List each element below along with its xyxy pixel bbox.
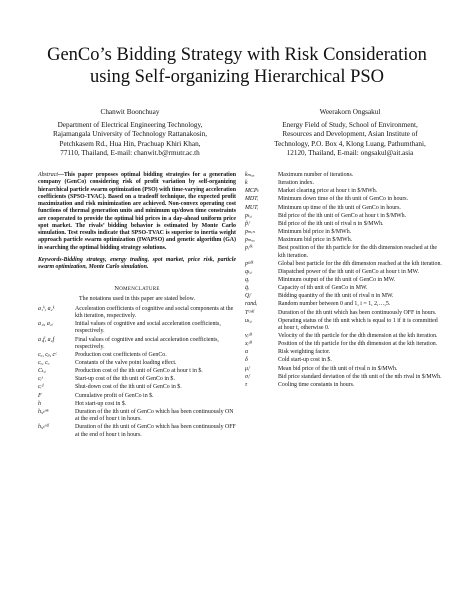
nomenclature-symbol: σᵢʳ	[245, 373, 251, 380]
author-name: Weerakorn Ongsakul	[319, 108, 381, 116]
nomenclature-entry	[245, 285, 443, 292]
nomenclature-definition: Bid price of the ith unit of GenCo at hour t in $/MWh.	[278, 212, 407, 219]
nomenclature-symbol: Cₜ,ᵢ	[38, 368, 46, 375]
nomenclature-entry	[38, 360, 236, 367]
nomenclature-definition: Cold start-up cost in $.	[278, 357, 332, 364]
nomenclature-entry	[38, 424, 236, 439]
nomenclature-definition: Position of the ith particle for the dth dimension at the kth iteration.	[278, 341, 438, 348]
nomenclature-entry	[245, 333, 443, 340]
nomenclature-entry	[245, 205, 443, 212]
nomenclature-definition: Risk weighting factor.	[278, 349, 331, 356]
nomenclature-symbol: uₜ,ᵢ	[245, 317, 252, 324]
nomenclature-symbol: q̄ᵢ	[245, 285, 249, 292]
nomenclature-symbol: pᵢᵈᵏ	[245, 245, 253, 252]
nomenclature-list-left	[38, 306, 236, 439]
nomenclature-symbol: cᵢˢ	[38, 376, 43, 383]
left-column	[38, 172, 236, 440]
nomenclature-definition: Bid price standard deviation of the ith unit of the nth rival in $/MWh.	[278, 373, 442, 380]
nomenclature-symbol: cᵢᵈ	[38, 384, 44, 391]
nomenclature-definition: Mean bid price of the ith unit of rival n in $/MWh.	[278, 365, 398, 372]
nomenclature-symbol: xᵢᵈᵏ	[245, 341, 253, 348]
nomenclature-symbol: pₘₐₓ	[245, 237, 255, 244]
nomenclature-symbol: qᵢ	[245, 276, 249, 283]
right-column	[245, 172, 443, 390]
nomenclature-entry	[38, 306, 236, 321]
author-name: Chanwit Boonchuay	[100, 108, 160, 116]
nomenclature-entry	[245, 172, 443, 179]
nomenclature-entry	[245, 341, 443, 348]
nomenclature-entry	[38, 384, 236, 391]
nomenclature-entry	[38, 321, 236, 336]
nomenclature-entry	[38, 337, 236, 352]
title-line-2: using Self-organizing Hierarchical PSO	[89, 67, 385, 87]
nomenclature-entry	[245, 374, 443, 381]
nomenclature-symbol: a₁ᵏ, a₂ᵏ	[38, 305, 55, 312]
nomenclature-entry	[245, 293, 443, 300]
nomenclature-symbol: δ	[245, 357, 248, 364]
author-email-line: 77110, Thailand, E-mail: chanwit.b@rmutr.ac.th	[60, 148, 200, 157]
author-affiliation-line: Technology, P.O. Box 4, Klong Luang, Pathumthani,	[274, 139, 426, 148]
nomenclature-symbol: h	[38, 400, 41, 407]
nomenclature-symbol: hᵢ,ₜᵒⁿ	[38, 408, 49, 415]
nomenclature-list-right	[245, 172, 443, 389]
nomenclature-symbol: MUTᵢ	[245, 204, 259, 211]
nomenclature-definition: Minimum up time of the ith unit of GenCo in hours.	[278, 204, 401, 211]
nomenclature-definition: Production cost of the ith unit of GenCo at hour t in $.	[75, 368, 203, 375]
nomenclature-definition: Bid price of the ith unit of rival n in $/MWh.	[278, 220, 384, 227]
nomenclature-definition: Cooling time constants in hours.	[278, 381, 355, 388]
nomenclature-definition: Global best particle for the dth dimension reached at the kth iteration.	[278, 260, 442, 267]
nomenclature-entry	[245, 213, 443, 220]
nomenclature-definition: Production cost coefficients of GenCo.	[75, 351, 167, 358]
author-block-1	[20, 108, 240, 158]
nomenclature-symbol: p̃ᵢʳ	[245, 220, 251, 227]
nomenclature-symbol: k	[245, 180, 248, 187]
nomenclature-entry	[38, 376, 236, 383]
nomenclature-symbol: randᵢ	[245, 301, 258, 308]
nomenclature-entry	[245, 382, 443, 389]
nomenclature-entry	[38, 409, 236, 424]
nomenclature-symbol: α	[245, 349, 249, 356]
nomenclature-symbol: F	[38, 392, 42, 399]
nomenclature-definition: Best position of the ith particle for the dth dimension reached at the kth iteration.	[278, 245, 438, 259]
author-affiliation-line: Resources and Development, Asian Institute of	[282, 130, 418, 139]
abstract-label: Abstract	[38, 172, 58, 178]
nomenclature-definition: Duration of the ith unit of GenCo which has been continuously ON at the end of hour t in hours.	[75, 408, 234, 423]
abstract-text: —This paper proposes optimal bidding strategies for a generation company (GenCo) considering risk of profit variation by self-organizing hierarchical particle swarm optimization (PSO) with time-varying acceleration coefficients (SPSO-TVAC). Based on a tradeoff technique, the expected profit maximization and risk minimization are achieved. Non-convex operating cost functions of thermal generation units and minimum up/down time constraints are cooperated to provide the optimal bid prices in a day-ahead uniform price spot market. The rivals’ bidding behavior is estimated by Monte Carlo simulation. Test results indicate that SPSO-TVAC is superior to inertia weight approach particle swarm optimization (IWAPSO) and genetic algorithm (GA) in searching the optimal bidding strategy solutions.	[38, 172, 237, 251]
nomenclature-definition: Minimum down time of the ith unit of GenCo in hours.	[278, 196, 409, 203]
nomenclature-definition: Bidding quantity of the ith unit of rival n in MW.	[278, 293, 394, 300]
nomenclature-symbol: Tᶜᵒˡᵈ	[245, 309, 255, 316]
nomenclature-symbol: cₑ, cₒ	[38, 360, 50, 367]
nomenclature-symbol: Qᵢʳ	[245, 293, 252, 300]
nomenclature-definition: Cumulative profit of GenCo in $.	[75, 392, 154, 399]
nomenclature-entry	[245, 229, 443, 236]
author-affiliation-line: Department of Electrical Engineering Technology,	[57, 121, 203, 130]
nomenclature-definition: Hot start-up cost in $.	[75, 400, 127, 407]
abstract	[38, 172, 236, 252]
author-block-2	[240, 108, 460, 158]
paper-title	[0, 44, 474, 88]
nomenclature-entry	[38, 352, 236, 359]
nomenclature-definition: Minimum bid price in $/MWh.	[278, 228, 352, 235]
nomenclature-definition: Velocity of the ith particle for the dth dimension at the kth iteration.	[278, 333, 438, 340]
nomenclature-entry	[245, 196, 443, 203]
title-line-1: GenCo’s Bidding Strategy with Risk Consideration	[47, 45, 427, 65]
nomenclature-definition: Dispatched power of the ith unit of GenCo at hour t in MW.	[278, 268, 419, 275]
nomenclature-definition: Iteration index.	[278, 180, 314, 187]
nomenclature-entry	[245, 310, 443, 317]
nomenclature-definition: Final values of cognitive and social acceleration coefficients, respectively.	[75, 336, 219, 350]
nomenclature-entry	[245, 318, 443, 333]
nomenclature-entry	[245, 237, 443, 244]
nomenclature-definition: Start-up cost of the ith unit of GenCo in $.	[75, 376, 175, 383]
nomenclature-entry	[38, 368, 236, 375]
nomenclature-symbol: cₐ, cᵦ, cᶜ	[38, 351, 57, 358]
nomenclature-symbol: MCPₜ	[245, 188, 259, 195]
nomenclature-definition: Maximum bid price in $/MWh.	[278, 237, 353, 244]
nomenclature-symbol: kₘₐₓ	[245, 172, 255, 178]
keywords: Keywords-Bidding strategy, energy trading, spot market, price risk, particle swarm optimization, Monte Carlo simulation.	[38, 256, 236, 270]
nomenclature-intro: The notations used in this paper are stated below.	[79, 295, 195, 302]
nomenclature-entry	[245, 261, 443, 268]
author-affiliation-line: Rajamangala University of Technology Rattanakosin,	[52, 130, 208, 139]
nomenclature-symbol: qₜ,ᵢ	[245, 268, 252, 275]
author-email-line: 12120, Thailand, E-mail: ongsakul@ait.asia	[286, 148, 414, 157]
author-affiliation-line: Petchkasem Rd., Hua Hin, Prachuap Khiri Khan,	[59, 139, 201, 148]
nomenclature-definition: Acceleration coefficients of cognitive and social components at the kth iteration, respectively.	[75, 305, 234, 319]
nomenclature-definition: Initial values of cognitive and social acceleration coefficients, respectively.	[75, 321, 221, 335]
nomenclature-entry	[245, 349, 443, 356]
nomenclature-definition: Operating status of the ith unit which is equal to 1 if it is committed at hour t, otherwise 0.	[278, 317, 438, 331]
nomenclature-symbol: pₘᵢₙ	[245, 228, 255, 235]
nomenclature-entry	[245, 180, 443, 187]
nomenclature-symbol: a₁ᵢ, a₂ᵢ	[38, 321, 53, 328]
nomenclature-symbol: hᵢ,ₜᵒᶠᶠ	[38, 424, 49, 431]
nomenclature-definition: Minimum output of the ith unit of GenCo in MW.	[278, 276, 396, 283]
nomenclature-heading: Nomenclature	[114, 285, 160, 293]
nomenclature-entry	[245, 357, 443, 364]
nomenclature-symbol: pᵍᵈᵏ	[245, 260, 254, 267]
nomenclature-definition: Random number between 0 and 1, i = 1, 2,…,5.	[278, 301, 391, 308]
nomenclature-entry	[38, 401, 236, 408]
nomenclature-definition: Constants of the valve point loading effect.	[75, 360, 177, 367]
nomenclature-definition: Market clearing price at hour t in $/MWh.	[278, 188, 378, 195]
nomenclature-definition: Capacity of ith unit of GenCo in MW.	[278, 285, 368, 292]
nomenclature-symbol: μᵢʳ	[245, 365, 251, 372]
nomenclature-symbol: MDTᵢ	[245, 196, 259, 203]
author-affiliation-line: Energy Field of Study, School of Environment,	[282, 121, 418, 130]
nomenclature-entry	[245, 245, 443, 260]
nomenclature-definition: Duration of the ith unit of GenCo which has been continuously OFF at the end of hour t in hours.	[75, 424, 236, 438]
nomenclature-definition: Maximum number of iterations.	[278, 172, 354, 178]
nomenclature-entry	[245, 221, 443, 228]
nomenclature-symbol: τ	[245, 381, 248, 388]
nomenclature-entry	[245, 188, 443, 195]
nomenclature-symbol: a₁f, a₂f	[38, 336, 55, 343]
nomenclature-entry	[245, 301, 443, 308]
nomenclature-entry	[245, 366, 443, 373]
nomenclature-entry	[245, 269, 443, 276]
nomenclature-entry	[245, 277, 443, 284]
nomenclature-definition: Duration of the ith unit which has been continuously OFF in hours.	[278, 309, 437, 316]
nomenclature-symbol: vᵢᵈᵏ	[245, 333, 253, 340]
nomenclature-symbol: pₜ,ᵢ	[245, 212, 252, 219]
nomenclature-entry	[38, 393, 236, 400]
nomenclature-definition: Shut-down cost of the ith unit of GenCo in $.	[75, 384, 182, 391]
